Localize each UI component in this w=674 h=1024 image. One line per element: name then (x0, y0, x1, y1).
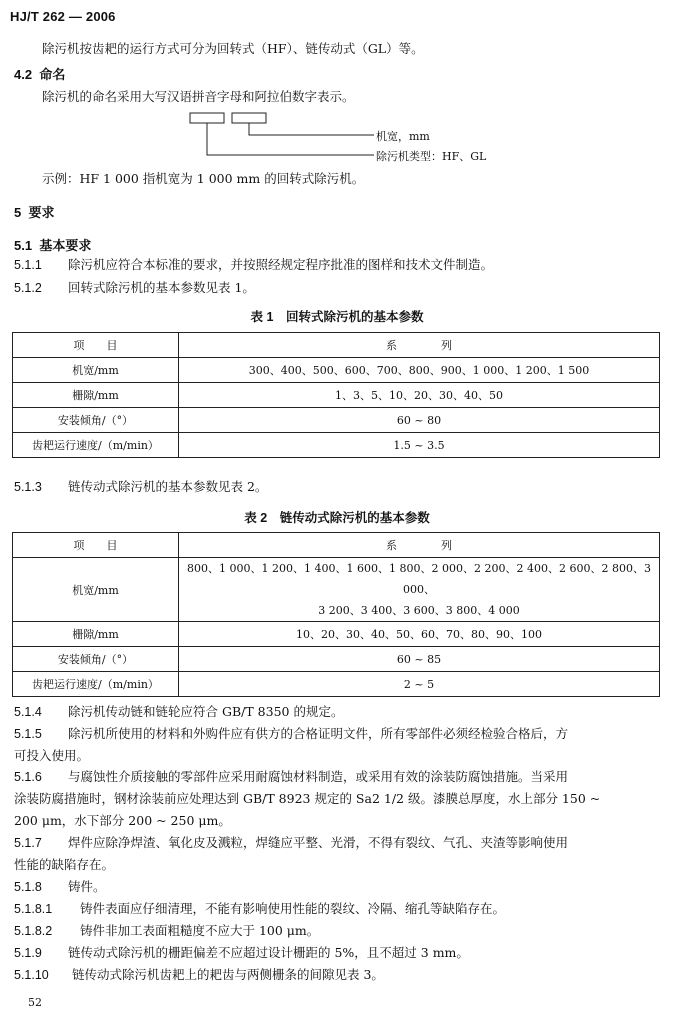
clause-number: 5.1.5 (14, 727, 42, 741)
clause-text: 可投入使用。 (14, 748, 90, 763)
clause-5-1-5 (14, 723, 568, 767)
clause-number: 5.1.8 (14, 880, 42, 894)
table-row (13, 358, 660, 383)
cell-line: 3 200、3 400、3 600、3 800、4 000 (318, 604, 520, 617)
clause-5-1-1 (14, 254, 493, 276)
clause-number: 5.1.8.1 (14, 902, 53, 916)
section-number: 4.2 (14, 67, 33, 82)
table-cell: 10、20、30、40、50、60、70、80、90、100 (179, 622, 660, 647)
clause-5-1-3 (14, 476, 267, 498)
clause-number: 5.1.9 (14, 946, 42, 960)
clause-text: 链传动式除污机齿耙上的耙齿与两侧栅条的间隙见表 3。 (72, 967, 384, 982)
example-paragraph: 示例：HF 1 000 指机宽为 1 000 mm 的回转式除污机。 (42, 171, 365, 186)
table-cell: 1、3、5、10、20、30、40、50 (179, 383, 660, 408)
table-cell: 300、400、500、600、700、800、900、1 000、1 200、1 500 (179, 358, 660, 383)
table-row (13, 672, 660, 697)
type-box (190, 113, 224, 123)
clause-text: 200 μm，水下部分 200 ~ 250 μm。 (14, 813, 231, 828)
table-row (13, 558, 660, 622)
table-row (13, 433, 660, 458)
clause-text: 除污机应符合本标准的要求，并按照经规定程序批准的图样和技术文件制造。 (68, 257, 494, 272)
diagram-label-type: 除污机类型：HF、GL (376, 150, 487, 163)
naming-diagram (188, 110, 378, 162)
table-1-caption: 表 1 回转式除污机的基本参数 (250, 310, 424, 324)
section-title: 命名 (39, 67, 66, 82)
table-header-row (13, 533, 660, 558)
table-cell: 齿耙运行速度/（m/min） (13, 433, 179, 458)
table-cell: 1.5 ~ 3.5 (179, 433, 660, 458)
clause-number: 5.1.3 (14, 480, 42, 494)
running-header: HJ/T 262 — 2006 (10, 9, 116, 24)
section-5-1-heading (14, 235, 91, 254)
diagram-label-width: 机宽，mm (376, 130, 430, 143)
table-cell: 2 ~ 5 (179, 672, 660, 697)
clause-number: 5.1.4 (14, 705, 42, 719)
section-5-heading (14, 202, 54, 221)
table-header-cell: 系 列 (179, 533, 660, 558)
clause-text: 链传动式除污机的栅距偏差不应超过设计栅距的 5%，且不超过 3 mm。 (68, 945, 469, 960)
table-2-caption: 表 2 链传动式除污机的基本参数 (244, 511, 430, 525)
table-cell: 60 ~ 85 (179, 647, 660, 672)
clause-5-1-6 (14, 766, 600, 832)
table-header-cell: 系 列 (179, 333, 660, 358)
clause-text: 铸件非加工表面粗糙度不应大于 100 μm。 (80, 923, 320, 938)
section-number: 5.1 (14, 238, 33, 253)
table-row (13, 622, 660, 647)
clause-text: 与腐蚀性介质接触的零部件应采用耐腐蚀材料制造，或采用有效的涂装防腐蚀措施。当采用 (68, 769, 569, 784)
table-header-cell: 项 目 (13, 333, 179, 358)
clause-text: 性能的缺陷存在。 (14, 857, 115, 872)
table-1 (12, 332, 660, 458)
section-number: 5 (14, 205, 22, 220)
section-title: 基本要求 (39, 238, 92, 253)
page-number: 52 (28, 996, 42, 1009)
clause-number: 5.1.2 (14, 281, 42, 295)
intro-paragraph: 除污机按齿耙的运行方式可分为回转式（HF）、链传动式（GL）等。 (42, 41, 424, 56)
clause-text: 除污机传动链和链轮应符合 GB/T 8350 的规定。 (68, 704, 344, 719)
clause-5-1-7 (14, 832, 568, 876)
clause-text: 回转式除污机的基本参数见表 1。 (68, 280, 255, 295)
table-cell: 栅隙/mm (13, 622, 179, 647)
table-row (13, 647, 660, 672)
section-title: 要求 (28, 205, 55, 220)
table-2 (12, 532, 660, 697)
clause-text: 焊件应除净焊渣、氧化皮及溅粒，焊缝应平整、光滑，不得有裂纹、气孔、夹渣等影响使用 (68, 835, 569, 850)
clause-5-1-2 (14, 277, 255, 299)
clause-5-1-8-2 (14, 920, 319, 942)
table-cell: 齿耙运行速度/（m/min） (13, 672, 179, 697)
table-cell: 安装倾角/（°） (13, 408, 179, 433)
type-leader-line (207, 123, 374, 155)
naming-paragraph: 除污机的命名采用大写汉语拼音字母和阿拉伯数字表示。 (42, 89, 355, 104)
clause-number: 5.1.10 (14, 968, 49, 982)
width-box (232, 113, 266, 123)
clause-5-1-8 (14, 876, 106, 898)
clause-text: 链传动式除污机的基本参数见表 2。 (68, 479, 268, 494)
clause-text: 铸件。 (68, 879, 106, 894)
table-header-cell: 项 目 (13, 533, 179, 558)
clause-text: 除污机所使用的材料和外购件应有供方的合格证明文件，所有零部件必须经检验合格后，方 (68, 726, 569, 741)
table-cell: 栅隙/mm (13, 383, 179, 408)
clause-5-1-10 (14, 964, 384, 986)
width-leader-line (249, 123, 374, 135)
table-row (13, 408, 660, 433)
section-4-2-heading (14, 64, 65, 83)
table-row (13, 383, 660, 408)
clause-number: 5.1.1 (14, 258, 42, 272)
clause-text: 铸件表面应仔细清理，不能有影响使用性能的裂纹、冷隔、缩孔等缺陷存在。 (80, 901, 506, 916)
clause-number: 5.1.7 (14, 836, 42, 850)
clause-number: 5.1.6 (14, 770, 42, 784)
table-cell: 60 ~ 80 (179, 408, 660, 433)
clause-5-1-8-1 (14, 898, 505, 920)
clause-number: 5.1.8.2 (14, 924, 53, 938)
clause-text: 涂装防腐措施时，钢材涂装前应处理达到 GB/T 8923 规定的 Sa2 1/2 级。漆膜总厚度，水上部分 150 ~ (14, 791, 601, 806)
clause-5-1-9 (14, 942, 469, 964)
cell-line: 800、1 000、1 200、1 400、1 600、1 800、2 000、2 200、2 400、2 600、2 800、3 000、 (187, 562, 651, 596)
table-cell: 安装倾角/（°） (13, 647, 179, 672)
table-cell (179, 558, 660, 622)
clause-5-1-4 (14, 701, 343, 723)
table-cell: 机宽/mm (13, 358, 179, 383)
table-cell: 机宽/mm (13, 558, 179, 622)
table-header-row (13, 333, 660, 358)
